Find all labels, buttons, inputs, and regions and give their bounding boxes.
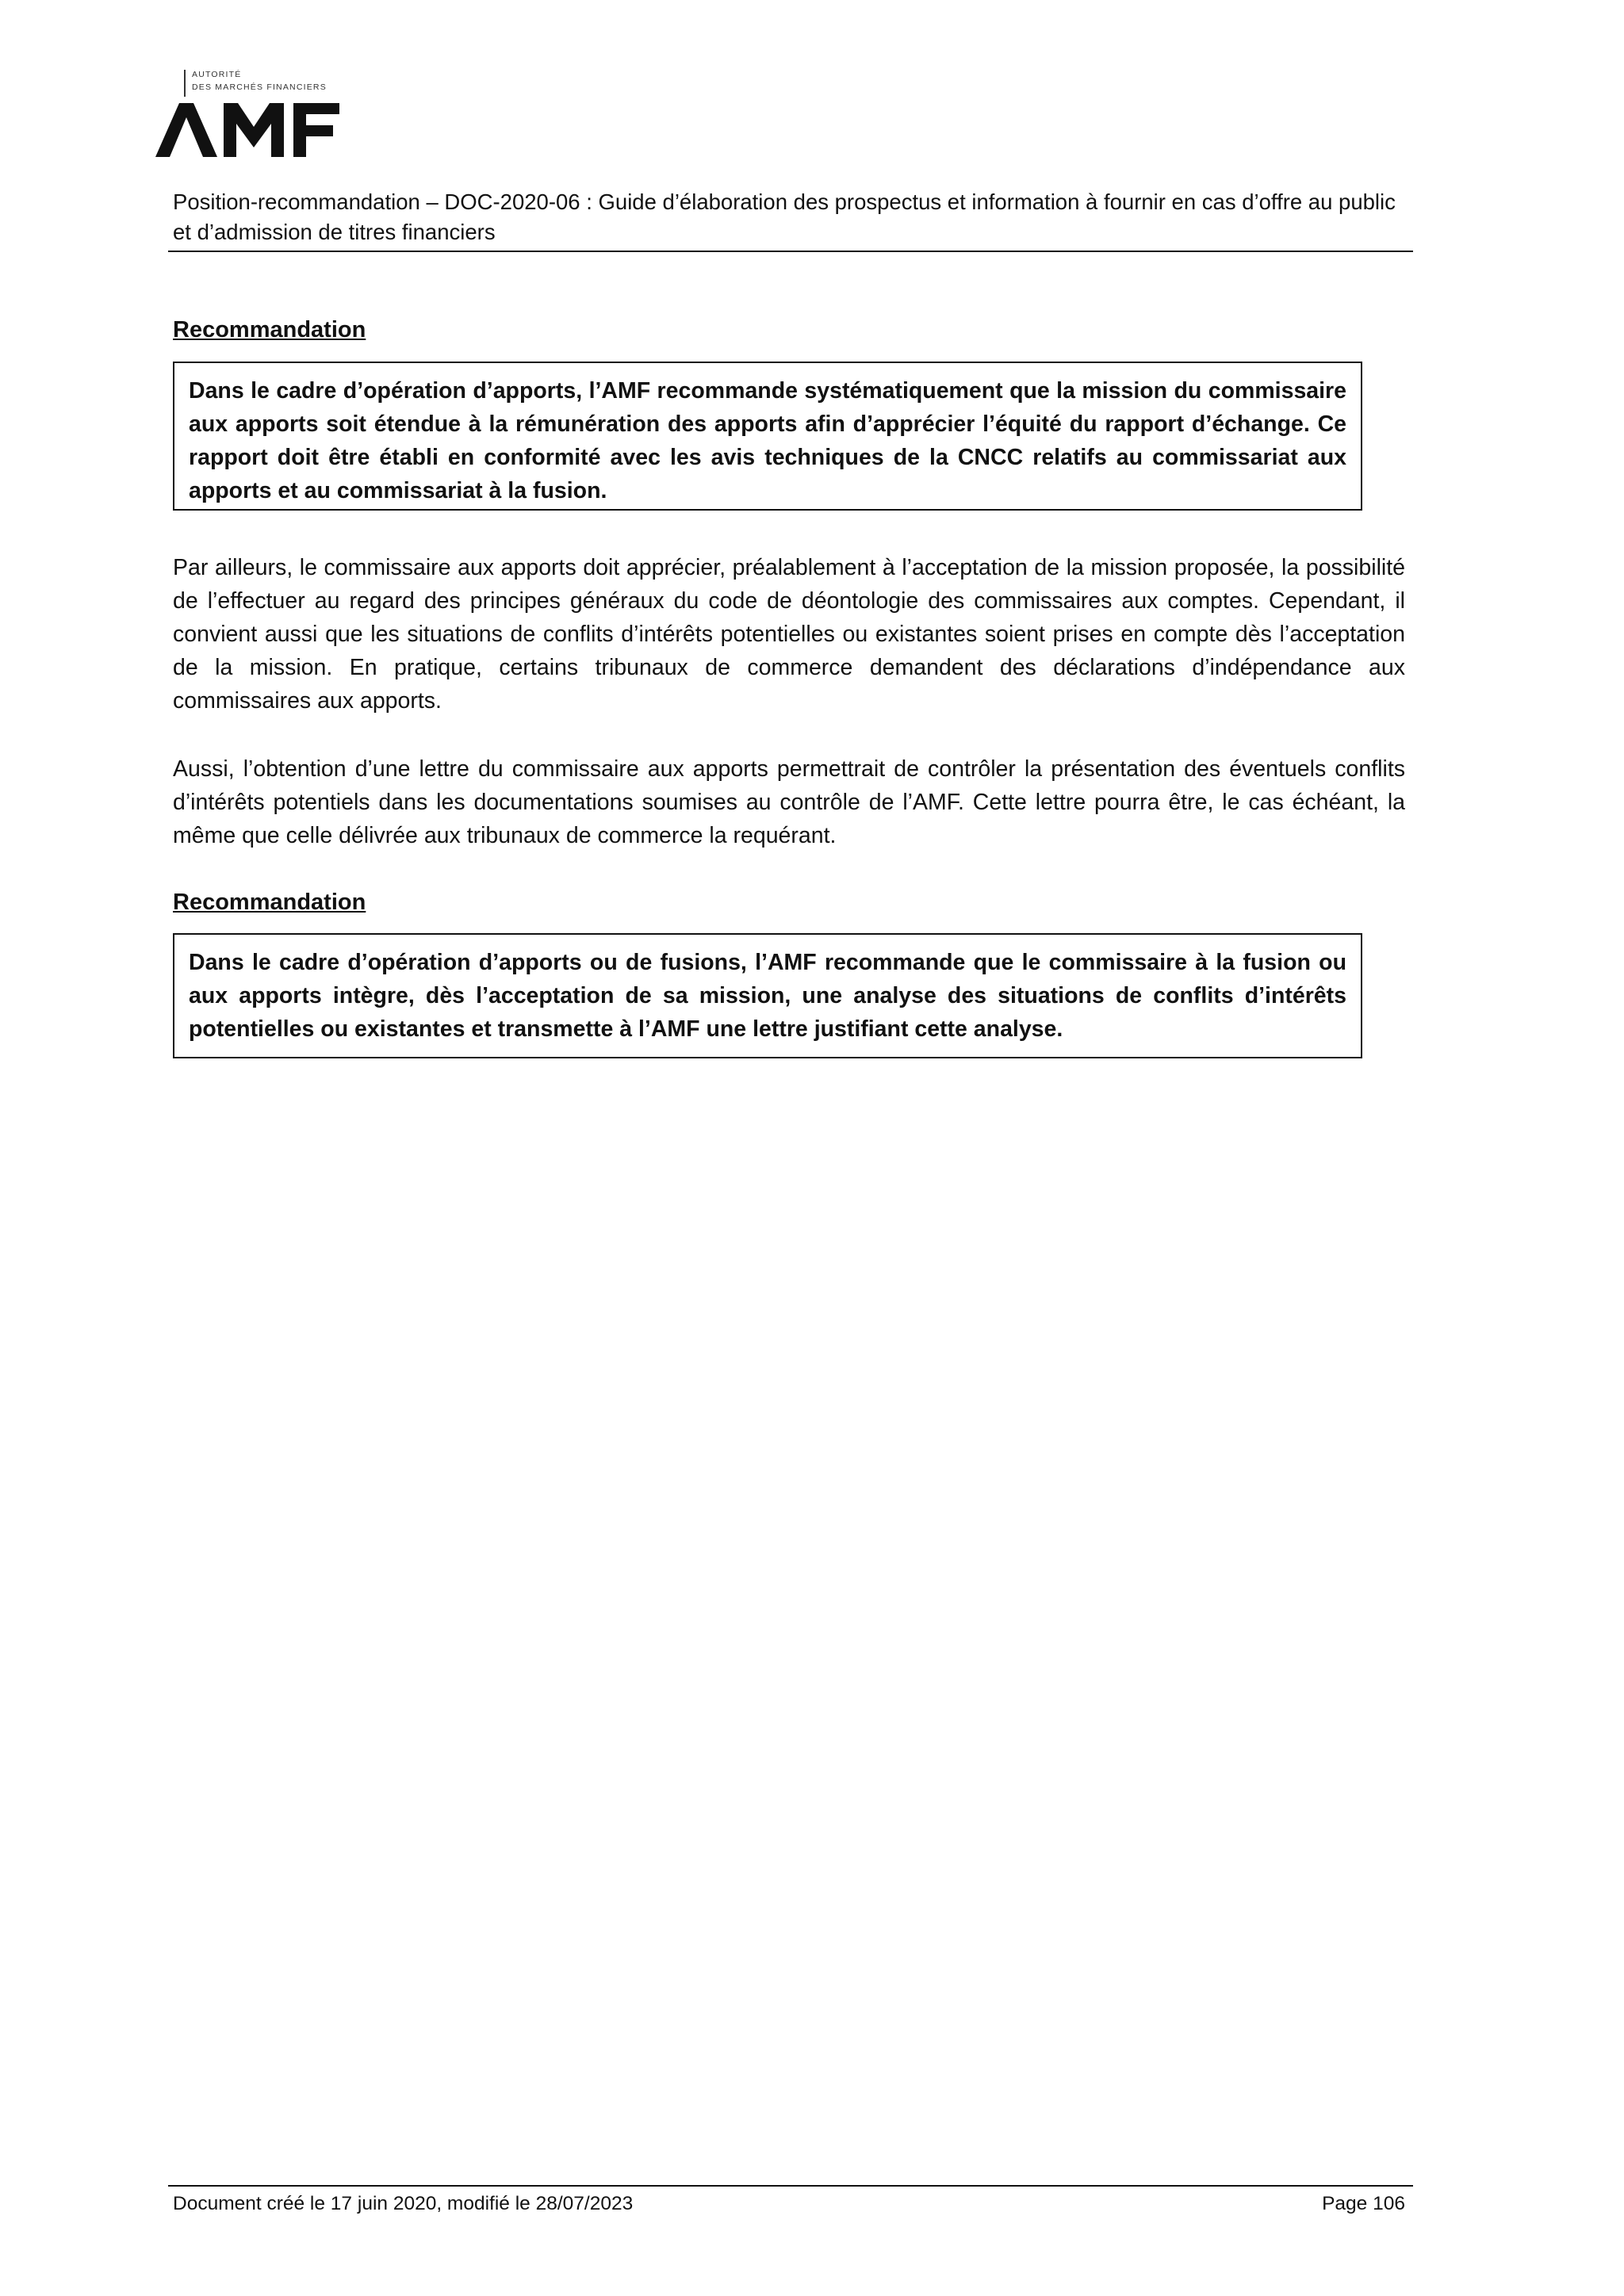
footer-document-date: Document créé le 17 juin 2020, modifié le 28/07/2023	[173, 2193, 634, 2214]
recommendation-box-1: Dans le cadre d’opération d’apports, l’AMF recommande systématiquement que la mission du commissaire aux apports soit étendue à la rémunération des apports afin d’apprécier l’équité du rapport d’échange. Ce rapport doit être établi en conformité avec les avis techniques de la CNCC relatifs au commissariat aux apports et au commissariat à la fusion.	[173, 362, 1362, 511]
body-paragraph-2: Aussi, l’obtention d’une lettre du commissaire aux apports permettrait de contrôler la présentation des éventuels conflits d’intérêts potentiels dans les documentations soumises au contrôle de l’AMF. Cette lettre pourra être, le cas échéant, la même que celle délivrée aux tribunaux de commerce la requérant.	[173, 756, 1405, 848]
header-rule	[168, 251, 1413, 252]
body-paragraph-1: Par ailleurs, le commissaire aux apports doit apprécier, préalablement à l’acceptation de la mission proposée, la possibilité de l’effectuer au regard des principes généraux du code de déontologie des commissaires aux comptes. Cependant, il convient aussi que les situations de conflits d’intérêts potentielles ou existantes soient prises en compte dès l’acceptation de la mission. En pratique, certains tribunaux de commerce demandent des déclarations d’indépendance aux commissaires aux apports.	[173, 555, 1405, 714]
logo-line-2: DES MARCHÉS FINANCIERS	[192, 82, 327, 92]
page-number: Page 106	[1322, 2193, 1405, 2214]
recommendation-box-2: Dans le cadre d’opération d’apports ou de fusions, l’AMF recommande que le commissaire à la fusion ou aux apports intègre, dès l’acceptation de sa mission, une analyse des situations de conflits d’intérêts potentielles ou existantes et transmette à l’AMF une lettre justifiant cette analyse.	[173, 933, 1362, 1058]
recommendation-heading-1: Recommandation	[173, 317, 366, 342]
amf-wordmark-icon	[155, 103, 354, 159]
footer-rule	[168, 2185, 1413, 2187]
document-title: Position-recommandation – DOC-2020-06 : Guide d’élaboration des prospectus et information à fournir en cas d’offre au public et d’admission de titres financiers	[173, 189, 1396, 244]
amf-logo	[155, 67, 354, 162]
recommendation-heading-2: Recommandation	[173, 890, 366, 915]
logo-line-1: AUTORITÉ	[192, 70, 242, 79]
logo-divider	[184, 70, 186, 97]
